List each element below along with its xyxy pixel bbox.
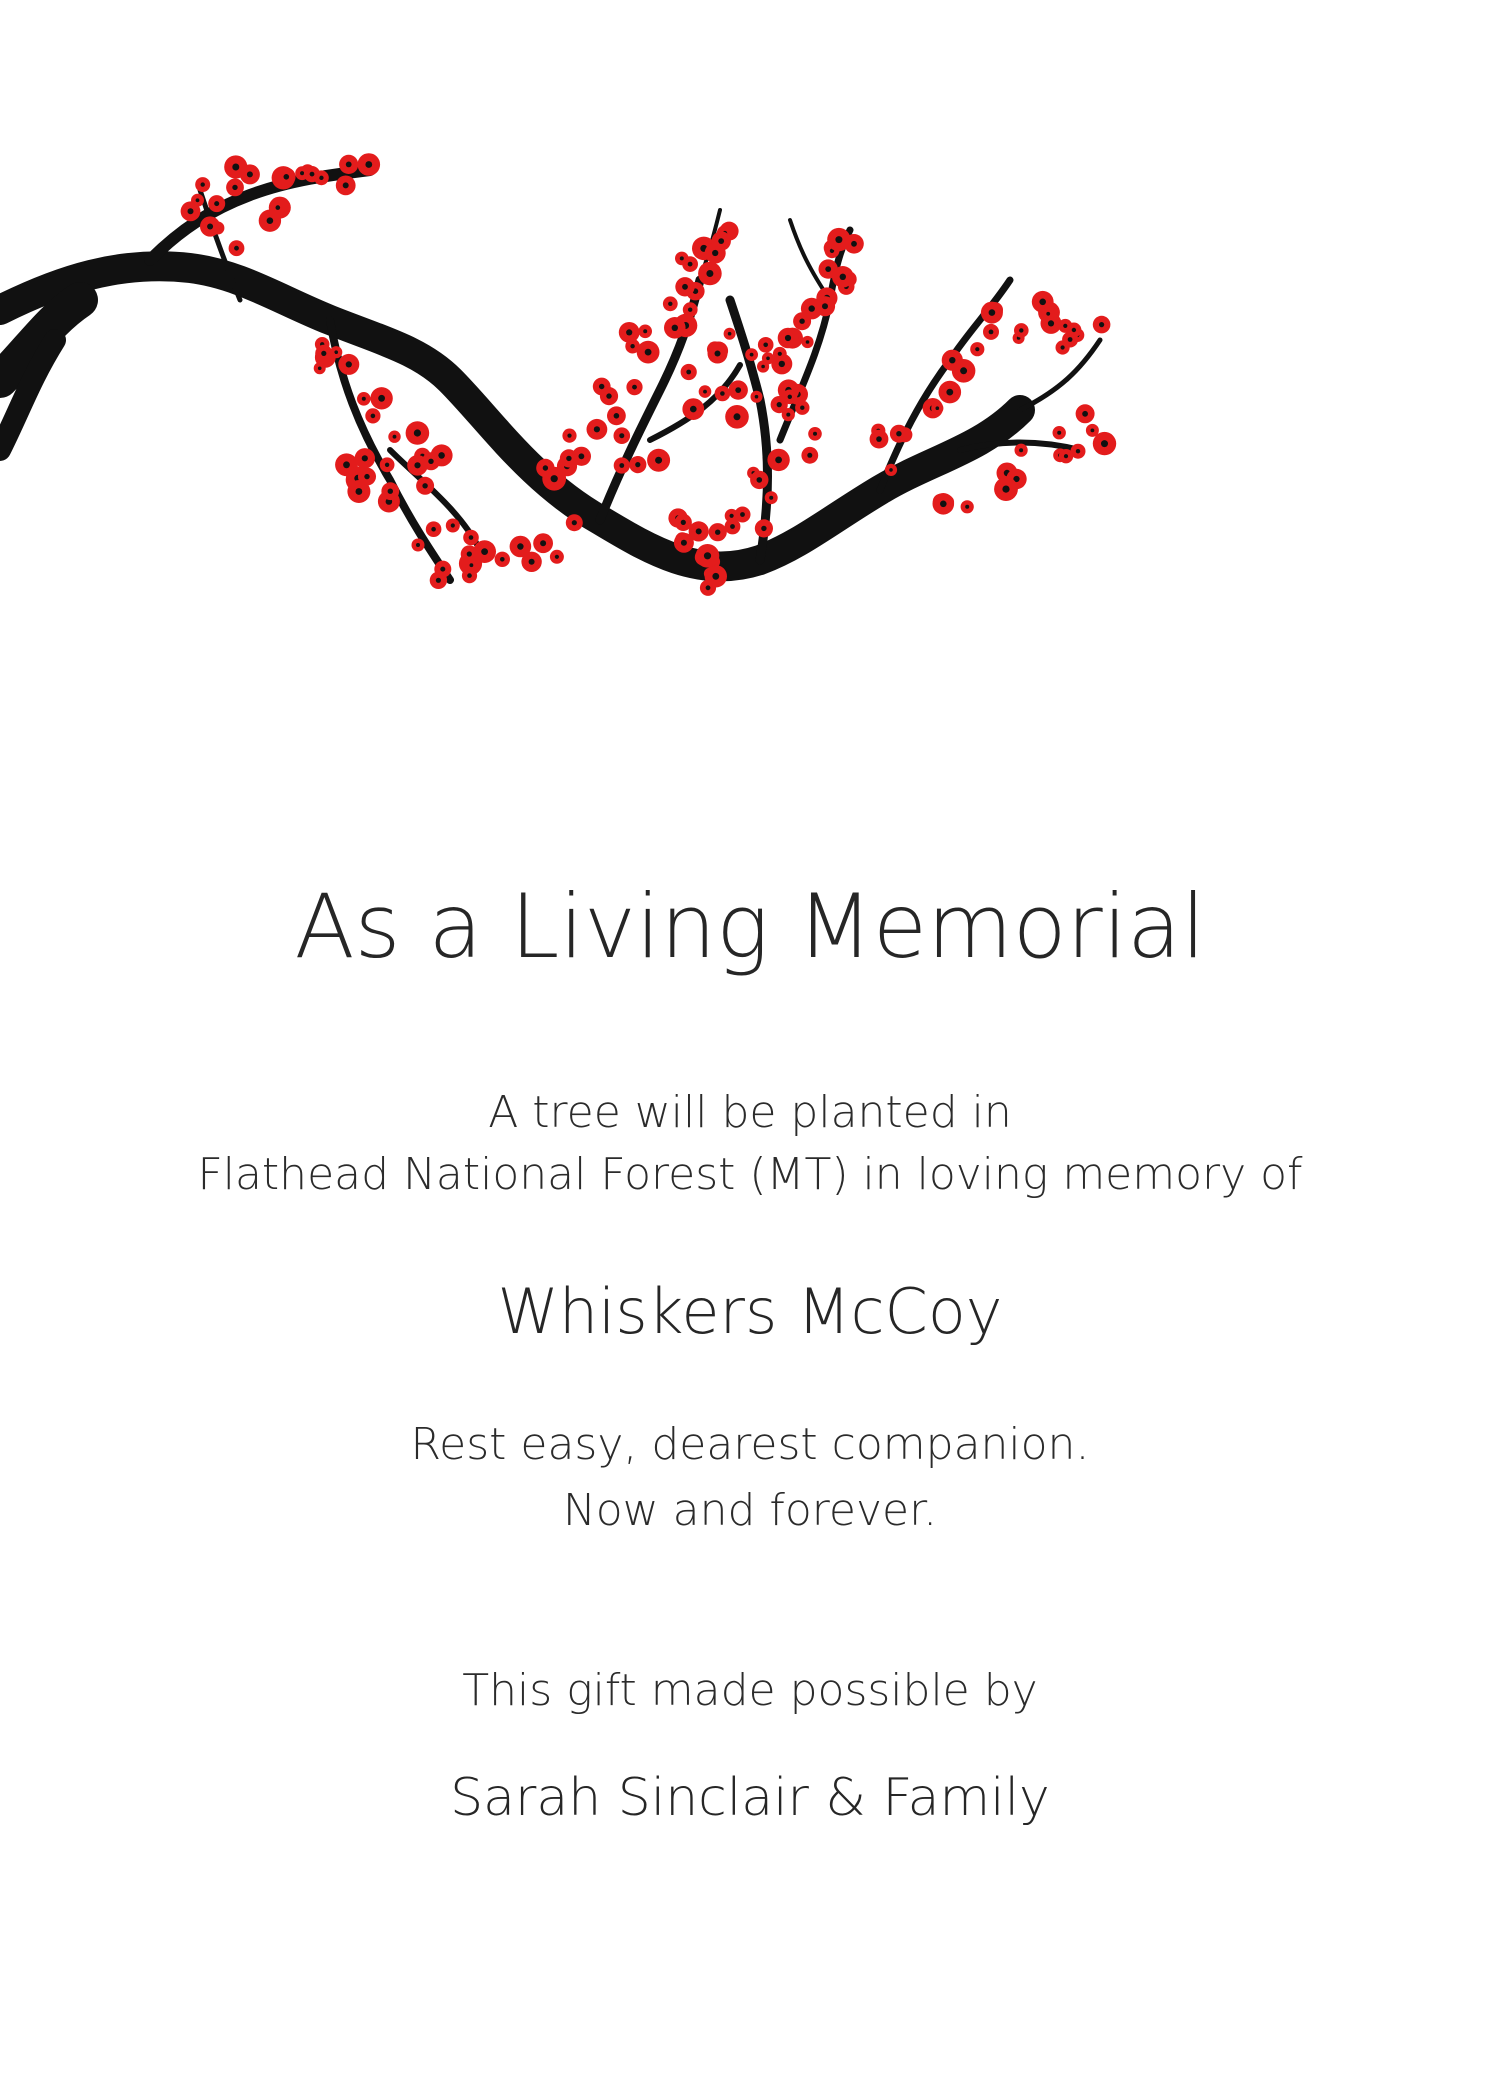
donor-name: Sarah Sinclair & Family: [450, 1768, 1050, 1828]
branch-strokes: [0, 170, 1100, 580]
cherry-blossom-branch-icon: [0, 150, 1160, 670]
memorial-message-line-2: Now and forever.: [562, 1485, 938, 1536]
gift-label: This gift made possible by: [462, 1665, 1038, 1716]
memorial-message: [0, 1412, 1500, 1544]
honoree-name: Whiskers McCoy: [497, 1275, 1003, 1348]
memorial-title: As a Living Memorial: [294, 875, 1206, 978]
blossoms: [181, 153, 1117, 596]
planting-statement-line-1: A tree will be planted in: [488, 1087, 1012, 1138]
memorial-message-line-1: Rest easy, dearest companion.: [410, 1419, 1090, 1470]
planting-statement: [0, 1082, 1500, 1206]
planting-statement-line-2: Flathead National Forest (MT) in loving memory of: [197, 1149, 1303, 1200]
